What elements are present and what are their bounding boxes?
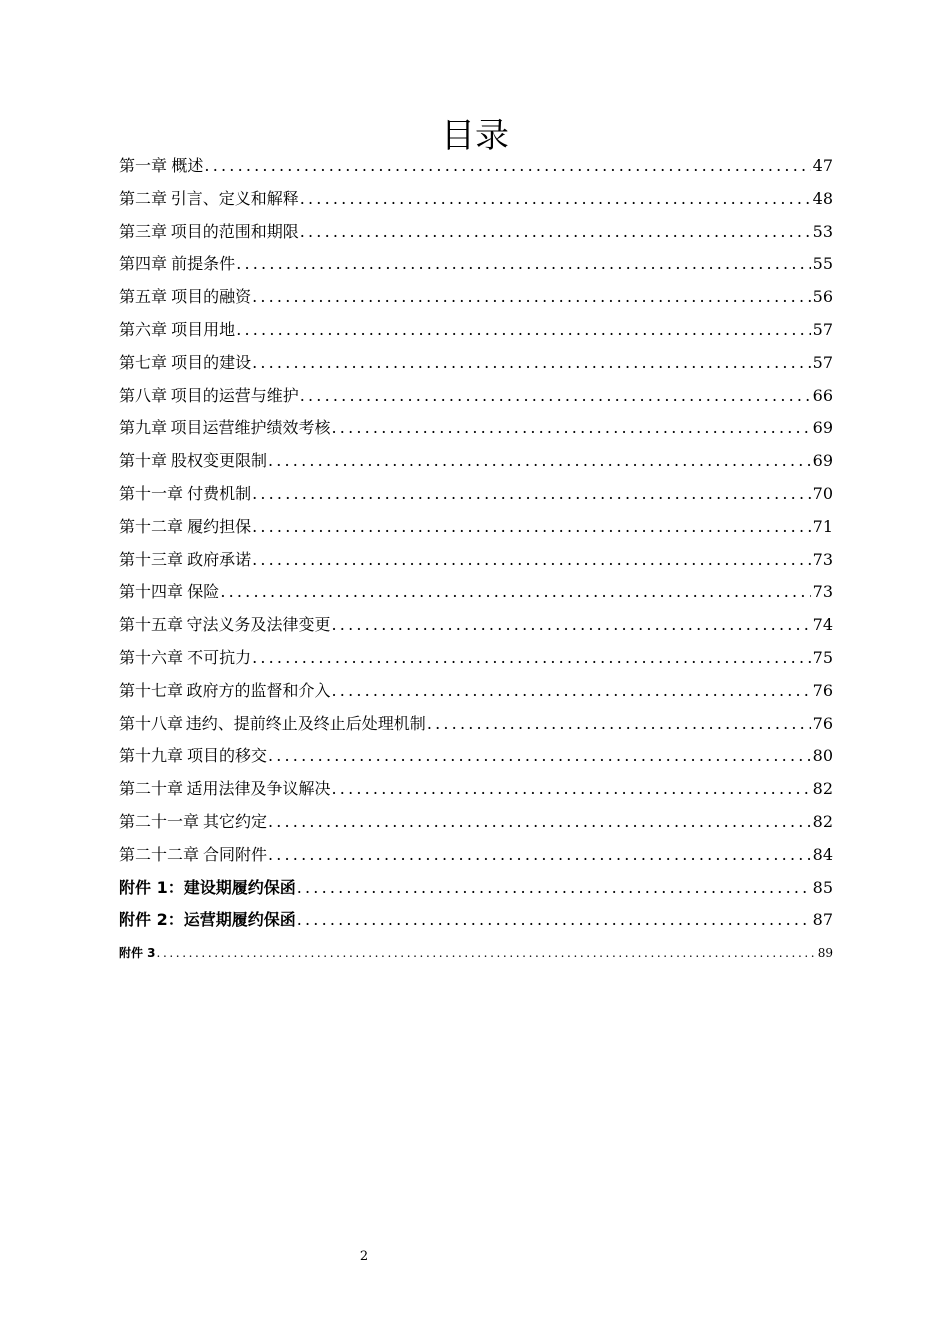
toc-heading: 附件 3 [119, 946, 156, 961]
toc-dot-leader [297, 904, 811, 937]
toc-entry[interactable] [119, 445, 833, 478]
toc-dot-leader [332, 609, 811, 642]
toc-page-number: 55 [812, 254, 833, 274]
toc-chapter-number: 第二十一章 [119, 811, 200, 831]
toc-entry[interactable] [119, 740, 833, 773]
toc-chapter-number: 第十六章 [119, 647, 184, 667]
page-title: 目录 [441, 116, 509, 156]
toc-page-number: 57 [812, 352, 833, 372]
toc-heading: 概述 [171, 156, 204, 175]
toc-heading: 项目的融资 [171, 287, 252, 307]
toc-chapter-number: 第十七章 [119, 680, 184, 700]
toc-chapter-number: 第七章 [119, 352, 168, 372]
toc-page-number: 84 [812, 844, 833, 864]
toc-entry[interactable] [119, 806, 833, 839]
toc-heading: 项目的运营与维护 [170, 385, 299, 405]
toc-page-number: 82 [812, 811, 833, 831]
toc-entry[interactable] [119, 281, 833, 314]
toc-page-number: 75 [812, 647, 833, 667]
toc-chapter-number: 第十九章 [119, 746, 184, 766]
toc-entry[interactable] [119, 380, 833, 413]
toc-dot-leader [252, 511, 811, 544]
toc-entry[interactable] [119, 248, 833, 281]
toc-chapter-number: 第一章 [119, 156, 168, 175]
toc-entry[interactable] [119, 216, 833, 249]
toc-entry[interactable] [119, 183, 833, 216]
toc-page-number: 80 [812, 746, 833, 766]
toc-entry[interactable] [119, 347, 833, 380]
toc-chapter-number: 第六章 [119, 319, 168, 339]
toc-heading: 项目的范围和期限 [170, 221, 299, 241]
toc-heading: 适用法律及争议解决 [186, 779, 331, 799]
toc-dot-leader [252, 478, 811, 511]
toc-heading: 前提条件 [171, 254, 236, 274]
toc-entry[interactable] [119, 478, 833, 511]
toc-page-number: 48 [812, 188, 833, 208]
table-of-contents [119, 150, 833, 970]
toc-heading: 项目运营维护绩效考核 [170, 418, 331, 438]
toc-chapter-number: 第十四章 [119, 582, 184, 602]
toc-entry[interactable] [119, 708, 833, 741]
toc-page-number: 53 [812, 221, 833, 241]
toc-page-number: 71 [812, 516, 833, 536]
toc-entry-appendix[interactable] [119, 872, 833, 905]
toc-dot-leader [268, 806, 811, 839]
toc-heading: 不可抗力 [187, 647, 252, 667]
toc-page-number: 73 [812, 549, 833, 569]
toc-dot-leader [220, 576, 810, 609]
toc-dot-leader [236, 314, 810, 347]
toc-entry[interactable] [119, 609, 833, 642]
toc-dot-leader [300, 183, 811, 216]
toc-dot-leader [332, 773, 811, 806]
toc-heading: 合同附件 [202, 844, 267, 864]
toc-chapter-number: 第十二章 [119, 516, 184, 536]
toc-page-number: 73 [812, 582, 833, 602]
toc-heading: 股权变更限制 [170, 451, 267, 471]
toc-dot-leader [268, 445, 811, 478]
toc-entry[interactable] [119, 675, 833, 708]
toc-entry[interactable] [119, 839, 833, 872]
toc-page-number: 85 [812, 877, 833, 897]
toc-dot-leader [300, 216, 811, 249]
toc-heading: 项目的移交 [186, 746, 267, 766]
toc-entry[interactable] [119, 150, 833, 183]
toc-chapter-number: 第十一章 [119, 483, 184, 503]
toc-heading: 政府方的监督和介入 [186, 680, 331, 700]
toc-dot-leader [300, 380, 811, 413]
page-number: 2 [359, 1249, 369, 1264]
toc-heading: 引言、定义和解释 [170, 188, 299, 208]
toc-page-number: 57 [812, 319, 833, 339]
toc-chapter-number: 第八章 [119, 385, 168, 405]
toc-chapter-number: 第四章 [119, 254, 168, 274]
toc-heading: 其它约定 [202, 811, 267, 831]
toc-heading: 政府承诺 [187, 549, 252, 569]
toc-entry-appendix[interactable] [119, 904, 833, 937]
toc-chapter-number: 第十章 [119, 451, 168, 471]
toc-entry[interactable] [119, 576, 833, 609]
toc-page-number: 70 [812, 483, 833, 503]
toc-entry[interactable] [119, 412, 833, 445]
toc-heading: 履约担保 [187, 516, 252, 536]
toc-page-number: 66 [812, 385, 833, 405]
toc-page-number: 47 [812, 156, 833, 175]
toc-chapter-number: 第十三章 [119, 549, 184, 569]
toc-dot-leader [252, 281, 811, 314]
toc-chapter-number: 第三章 [119, 221, 168, 241]
toc-page-number: 76 [812, 680, 833, 700]
toc-heading: 违约、提前终止及终止后处理机制 [185, 713, 426, 733]
toc-chapter-number: 第二十章 [119, 779, 184, 799]
toc-dot-leader [297, 872, 811, 905]
toc-chapter-number: 第十八章 [119, 713, 184, 733]
toc-entry[interactable] [119, 314, 833, 347]
toc-page-number: 56 [812, 287, 833, 307]
toc-dot-leader [268, 839, 811, 872]
toc-entry[interactable] [119, 544, 833, 577]
toc-entry-appendix[interactable] [119, 937, 833, 970]
toc-dot-leader [332, 412, 811, 445]
toc-heading: 付费机制 [187, 483, 252, 503]
toc-entry[interactable] [119, 511, 833, 544]
toc-dot-leader [204, 150, 810, 183]
toc-dot-leader [252, 544, 811, 577]
toc-dot-leader [252, 347, 811, 380]
toc-heading: 守法义务及法律变更 [186, 615, 331, 635]
toc-entry[interactable] [119, 642, 833, 675]
toc-page-number: 69 [812, 451, 833, 471]
toc-heading: 项目的建设 [171, 352, 252, 372]
toc-dot-leader [427, 708, 811, 741]
toc-page-number: 69 [812, 418, 833, 438]
toc-heading: 附件 1：建设期履约保函 [119, 877, 296, 897]
toc-dot-leader [236, 248, 810, 281]
toc-dot-leader [252, 642, 811, 675]
toc-page-number: 87 [812, 910, 833, 930]
toc-entry[interactable] [119, 773, 833, 806]
toc-page-number: 74 [812, 615, 833, 635]
toc-page-number: 76 [812, 713, 833, 733]
toc-page-number: 82 [812, 779, 833, 799]
toc-dot-leader [332, 675, 811, 708]
toc-chapter-number: 第十五章 [119, 615, 184, 635]
toc-chapter-number: 第五章 [119, 287, 168, 307]
toc-chapter-number: 第二十二章 [119, 844, 200, 864]
toc-heading: 保险 [187, 582, 220, 602]
toc-chapter-number: 第二章 [119, 188, 168, 208]
toc-dot-leader [268, 740, 811, 773]
toc-heading: 项目用地 [171, 319, 236, 339]
toc-dot-leader [157, 937, 816, 970]
toc-chapter-number: 第九章 [119, 418, 168, 438]
toc-page-number: 89 [817, 946, 833, 961]
toc-heading: 附件 2：运营期履约保函 [119, 910, 296, 930]
